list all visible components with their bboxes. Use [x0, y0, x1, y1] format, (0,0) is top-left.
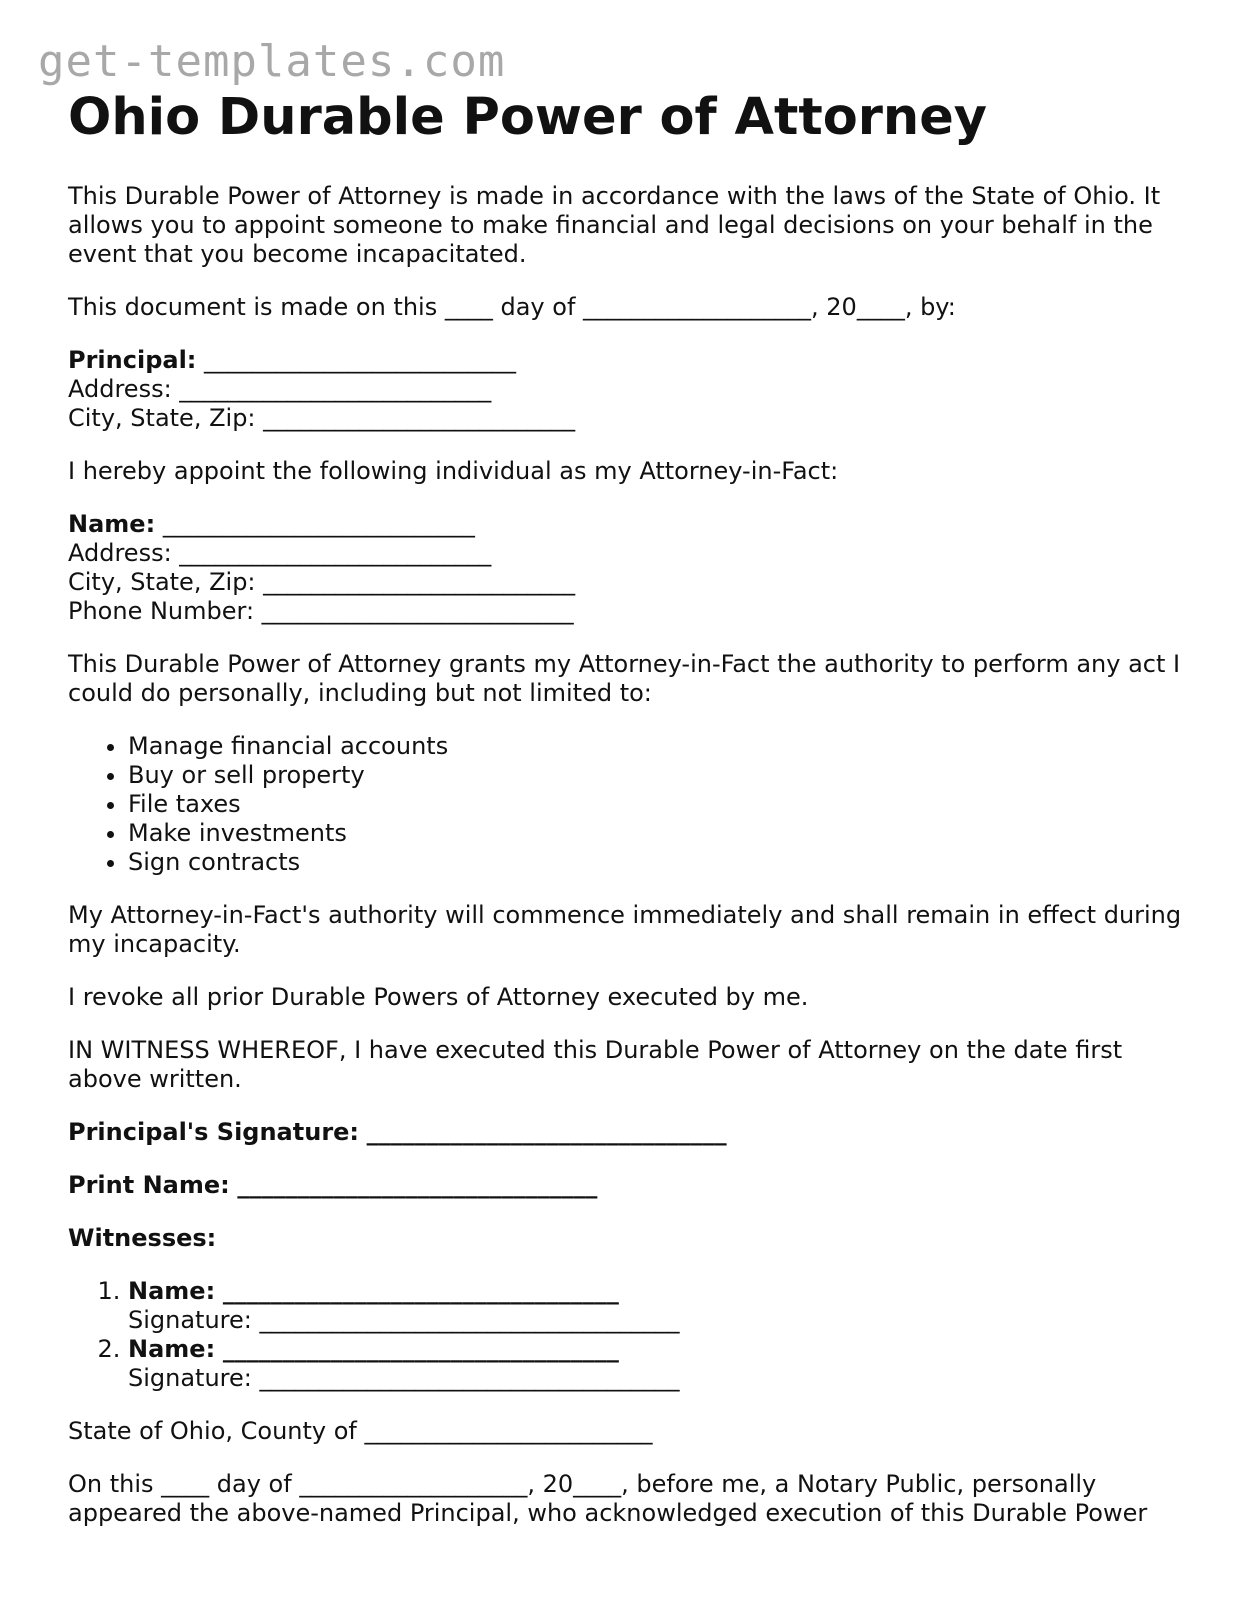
- agent-city-field[interactable]: City, State, Zip: __________________________: [68, 568, 576, 596]
- principal-section: [68, 346, 1198, 433]
- document-page: [68, 90, 1198, 1552]
- agent-address-field[interactable]: Address: __________________________: [68, 539, 492, 567]
- powers-list: [68, 732, 1198, 877]
- commence-paragraph: My Attorney-in-Fact's authority will commence immediately and shall remain in effect during my incapacity.: [68, 901, 1182, 958]
- date-line: This document is made on this ____ day of ___________________, 20____, by:: [68, 293, 956, 321]
- list-item: • File taxes: [128, 790, 1198, 819]
- agent-name-label: Name:: [68, 510, 156, 538]
- watermark: get-templates.com: [38, 36, 506, 87]
- witnesses-heading: Witnesses:: [68, 1224, 217, 1252]
- principal-city-field[interactable]: City, State, Zip: __________________________: [68, 404, 576, 432]
- witness-item: [128, 1335, 1198, 1393]
- list-item: • Sign contracts: [128, 848, 1198, 877]
- witness-2-name-label: Name:: [128, 1335, 216, 1363]
- witness-2-name-line: [128, 1335, 1198, 1364]
- witness-1-name-label: Name:: [128, 1277, 216, 1305]
- document-title: Ohio Durable Power of Attorney: [68, 88, 988, 147]
- principal-signature-line: [68, 1118, 1198, 1147]
- grants-paragraph: This Durable Power of Attorney grants my Attorney-in-Fact the authority to perform any act I could do personally, including but not limited to:: [68, 650, 1181, 707]
- witness-item: [128, 1277, 1198, 1335]
- witness-1-name-field[interactable]: _________________________________: [222, 1277, 619, 1305]
- agent-name-field[interactable]: __________________________: [162, 510, 475, 538]
- appoint-paragraph: I hereby appoint the following individual as my Attorney-in-Fact:: [68, 457, 839, 485]
- principal-name-line: [68, 346, 1198, 375]
- witness-1-name-line: [128, 1277, 1198, 1306]
- list-item: • Manage financial accounts: [128, 732, 1198, 761]
- agent-phone-field[interactable]: Phone Number: __________________________: [68, 597, 574, 625]
- print-name-field[interactable]: ______________________________: [237, 1171, 598, 1199]
- print-name-label: Print Name:: [68, 1171, 230, 1199]
- principal-signature-field[interactable]: ______________________________: [366, 1118, 727, 1146]
- principal-signature-label: Principal's Signature:: [68, 1118, 360, 1146]
- witness-2-name-field[interactable]: _________________________________: [222, 1335, 619, 1363]
- principal-name-label: Principal:: [68, 346, 197, 374]
- agent-section: [68, 510, 1198, 626]
- revoke-paragraph: I revoke all prior Durable Powers of Attorney executed by me.: [68, 983, 809, 1011]
- witness-whereof-paragraph: IN WITNESS WHEREOF, I have executed this Durable Power of Attorney on the date first above written.: [68, 1036, 1123, 1093]
- witness-1-signature-field[interactable]: Signature: ___________________________________: [128, 1306, 680, 1334]
- agent-name-line: [68, 510, 1198, 539]
- principal-address-field[interactable]: Address: __________________________: [68, 375, 492, 403]
- county-line: State of Ohio, County of ________________________: [68, 1417, 653, 1445]
- intro-paragraph: This Durable Power of Attorney is made in accordance with the laws of the State of Ohio. It allows you to appoint someone to make financial and legal decisions on your behalf in the event that you become incapacitated.: [68, 182, 1161, 268]
- print-name-line: [68, 1171, 1198, 1200]
- list-item: • Make investments: [128, 819, 1198, 848]
- notary-paragraph: On this ____ day of ___________________, 20____, before me, a Notary Public, personally appeared the above-named Principal, who acknowledged execution of this Durable Power: [68, 1470, 1148, 1527]
- witnesses-list: [68, 1277, 1198, 1393]
- list-item: • Buy or sell property: [128, 761, 1198, 790]
- principal-name-field[interactable]: __________________________: [204, 346, 517, 374]
- witness-2-signature-field[interactable]: Signature: ___________________________________: [128, 1364, 680, 1392]
